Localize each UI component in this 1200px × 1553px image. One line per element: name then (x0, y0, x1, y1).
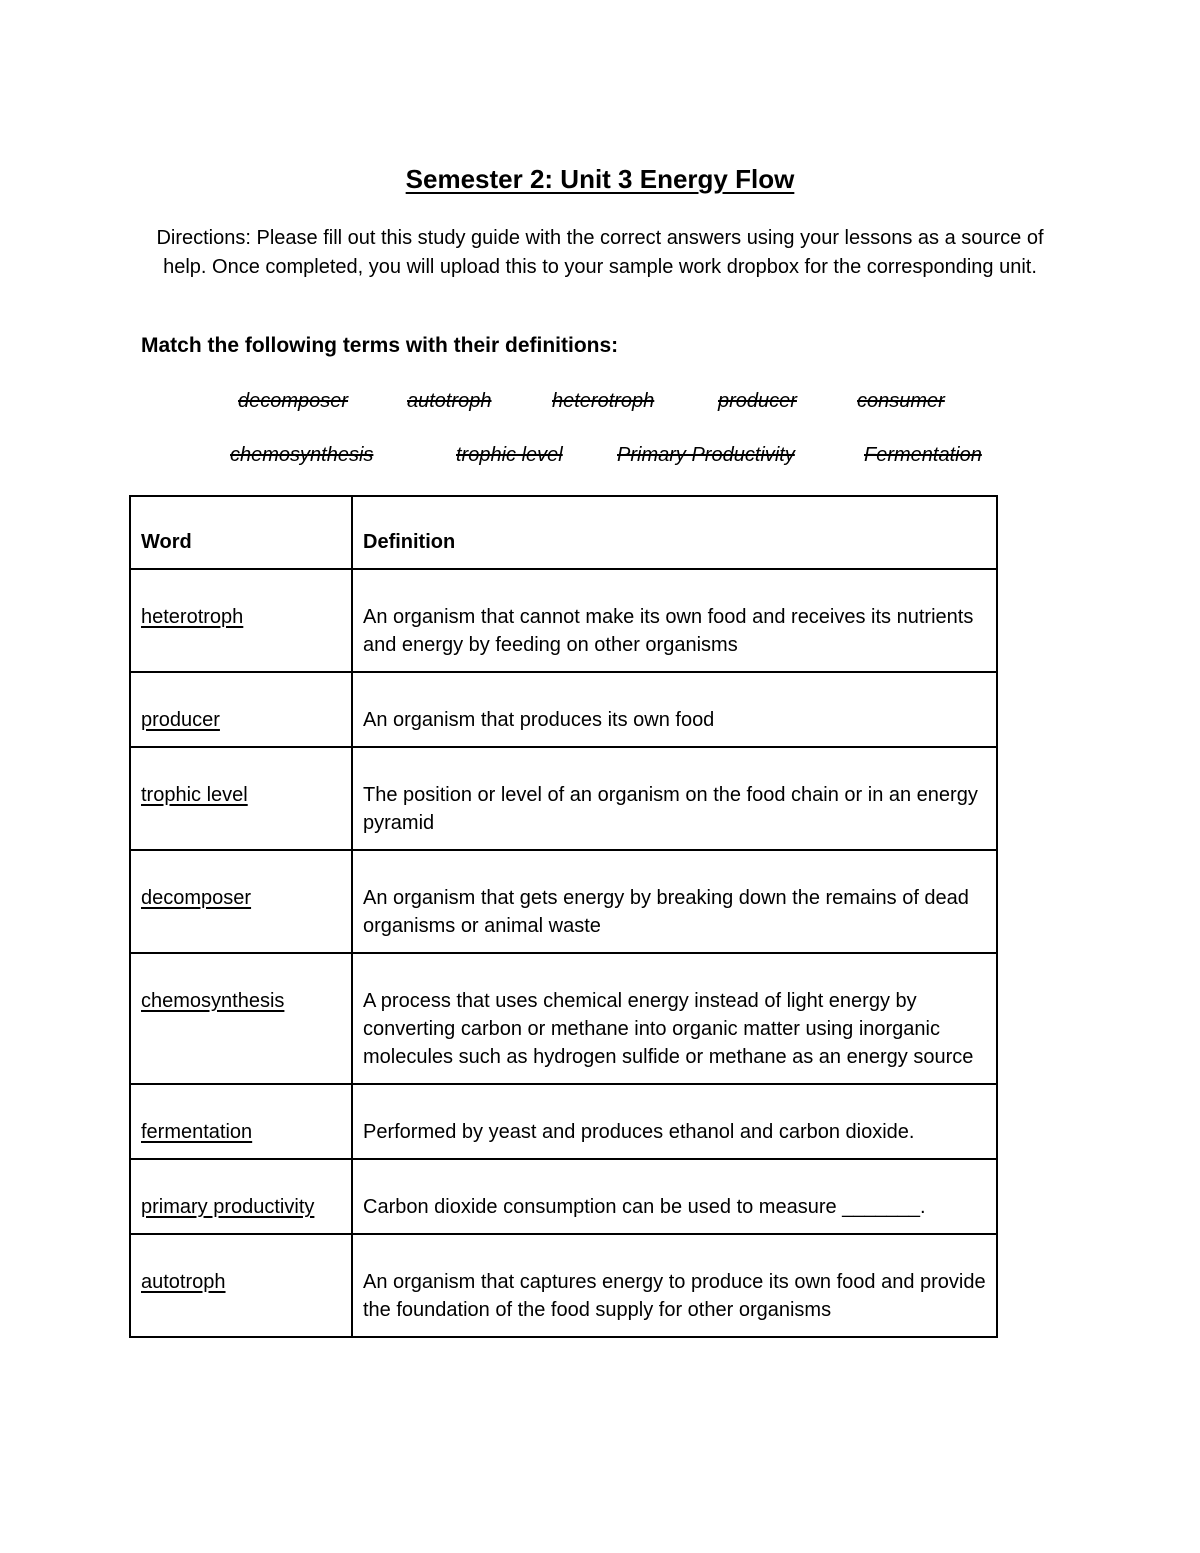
word-bank-term-chemosynthesis: chemosynthesis (230, 444, 374, 466)
definition-cell: A process that uses chemical energy instead of light energy by converting carbon or methane into organic matter using inorganic molecules such as hydrogen sulfide or methane as an energy source (352, 953, 997, 1084)
word-bank-term-producer: producer (718, 390, 797, 412)
page-title: Semester 2: Unit 3 Energy Flow (405, 164, 795, 194)
table-row (130, 672, 997, 747)
definition-cell: Performed by yeast and produces ethanol and carbon dioxide. (352, 1084, 997, 1159)
definition-cell: An organism that gets energy by breaking down the remains of dead organisms or animal waste (352, 850, 997, 953)
word-bank-term-autotroph: autotroph (407, 390, 492, 412)
word-bank-term-decomposer: decomposer (238, 390, 349, 412)
word-cell: chemosynthesis (130, 953, 352, 1084)
directions-text: Directions: Please fill out this study guide with the correct answers using your lessons as a source of help. Once completed, you will upload this to your sample work dropbox for the corresponding unit. (156, 227, 1044, 278)
definitions-table (129, 495, 998, 1338)
definition-cell: The position or level of an organism on the food chain or in an energy pyramid (352, 747, 997, 850)
table-header-row (130, 496, 997, 569)
table-row (130, 747, 997, 850)
table-row (130, 953, 997, 1084)
definition-cell: Carbon dioxide consumption can be used to measure _______. (352, 1159, 997, 1234)
word-cell: producer (130, 672, 352, 747)
definition-cell: An organism that cannot make its own food and receives its nutrients and energy by feeding on other organisms (352, 569, 997, 672)
word-bank-term-trophic-level: trophic level (456, 444, 563, 466)
match-heading: Match the following terms with their definitions: (141, 334, 619, 357)
table-row (130, 1234, 997, 1337)
column-header-definition: Definition (352, 496, 997, 569)
word-bank-term-fermentation: Fermentation (864, 444, 982, 466)
word-cell: primary productivity (130, 1159, 352, 1234)
word-cell: fermentation (130, 1084, 352, 1159)
word-cell: heterotroph (130, 569, 352, 672)
word-bank-term-heterotroph: heterotroph (552, 390, 655, 412)
word-bank-term-primary-productivity: Primary Productivity (617, 444, 795, 466)
table-row (130, 1159, 997, 1234)
definition-cell: An organism that captures energy to produce its own food and provide the foundation of the food supply for other organisms (352, 1234, 997, 1337)
word-bank-term-consumer: consumer (857, 390, 945, 412)
table-row (130, 1084, 997, 1159)
word-cell: autotroph (130, 1234, 352, 1337)
word-cell: trophic level (130, 747, 352, 850)
column-header-word: Word (130, 496, 352, 569)
definition-cell: An organism that produces its own food (352, 672, 997, 747)
word-cell: decomposer (130, 850, 352, 953)
table-row (130, 569, 997, 672)
table-row (130, 850, 997, 953)
